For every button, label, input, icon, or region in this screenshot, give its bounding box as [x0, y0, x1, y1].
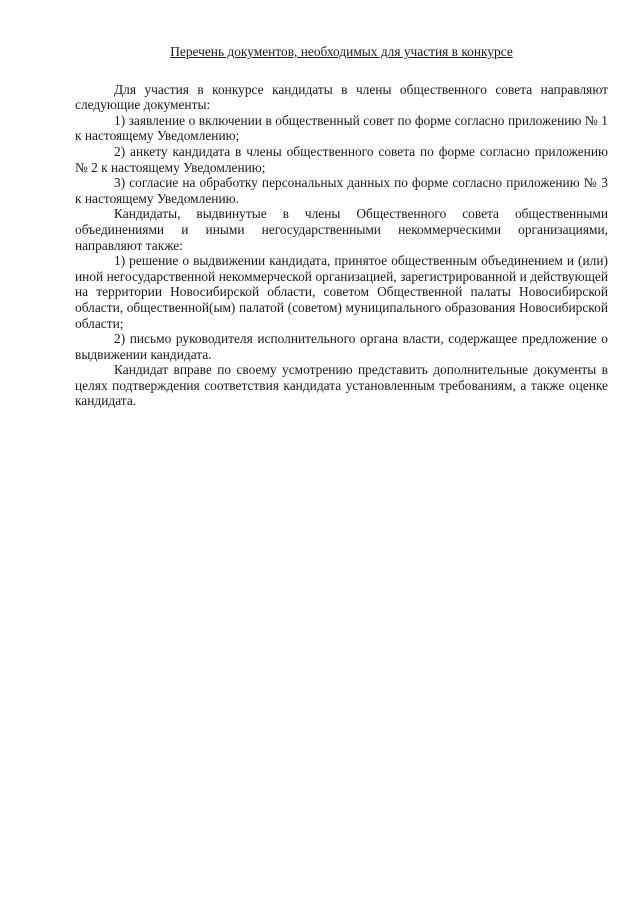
paragraph-item-application: 1) заявление о включении в общественный совет по форме согласно приложению № 1 к настоящему Уведомлению; — [75, 112, 608, 144]
document-title: Перечень документов, необходимых для участия в конкурсе — [170, 44, 513, 59]
paragraph-intro: Для участия в конкурсе кандидаты в члены общественного совета направляют следующие документы: — [75, 81, 608, 113]
paragraph-additional-documents: Кандидат вправе по своему усмотрению представить дополнительные документы в целях подтверждения соответствия кандидата установленным требованиям, а также оценке кандидата. — [75, 362, 608, 409]
paragraph-item-questionnaire: 2) анкету кандидата в члены общественного совета по форме согласно приложению № 2 к настоящему Уведомлению; — [75, 143, 608, 175]
paragraph-nominated-candidates: Кандидаты, выдвинутые в члены Общественного совета общественными объединениями и иными негосударственными некоммерческими организациями, направляют также: — [75, 206, 608, 253]
paragraph-item-letter: 2) письмо руководителя исполнительного органа власти, содержащее предложение о выдвижении кандидата. — [75, 331, 608, 362]
paragraph-item-nomination-decision: 1) решение о выдвижении кандидата, принятое общественным объединением и (или) иной негосударственной некоммерческой организацией, зарегистрированной и действующей на территории Новосибирской области, советом Общественной палаты Новосибирской области, общественной(ым) палатой (советом) муниципального образования Новосибирской области; — [75, 253, 608, 331]
document-page — [75, 44, 608, 409]
paragraph-item-consent: 3) согласие на обработку персональных данных по форме согласно приложению № 3 к настоящему Уведомлению. — [75, 175, 608, 206]
